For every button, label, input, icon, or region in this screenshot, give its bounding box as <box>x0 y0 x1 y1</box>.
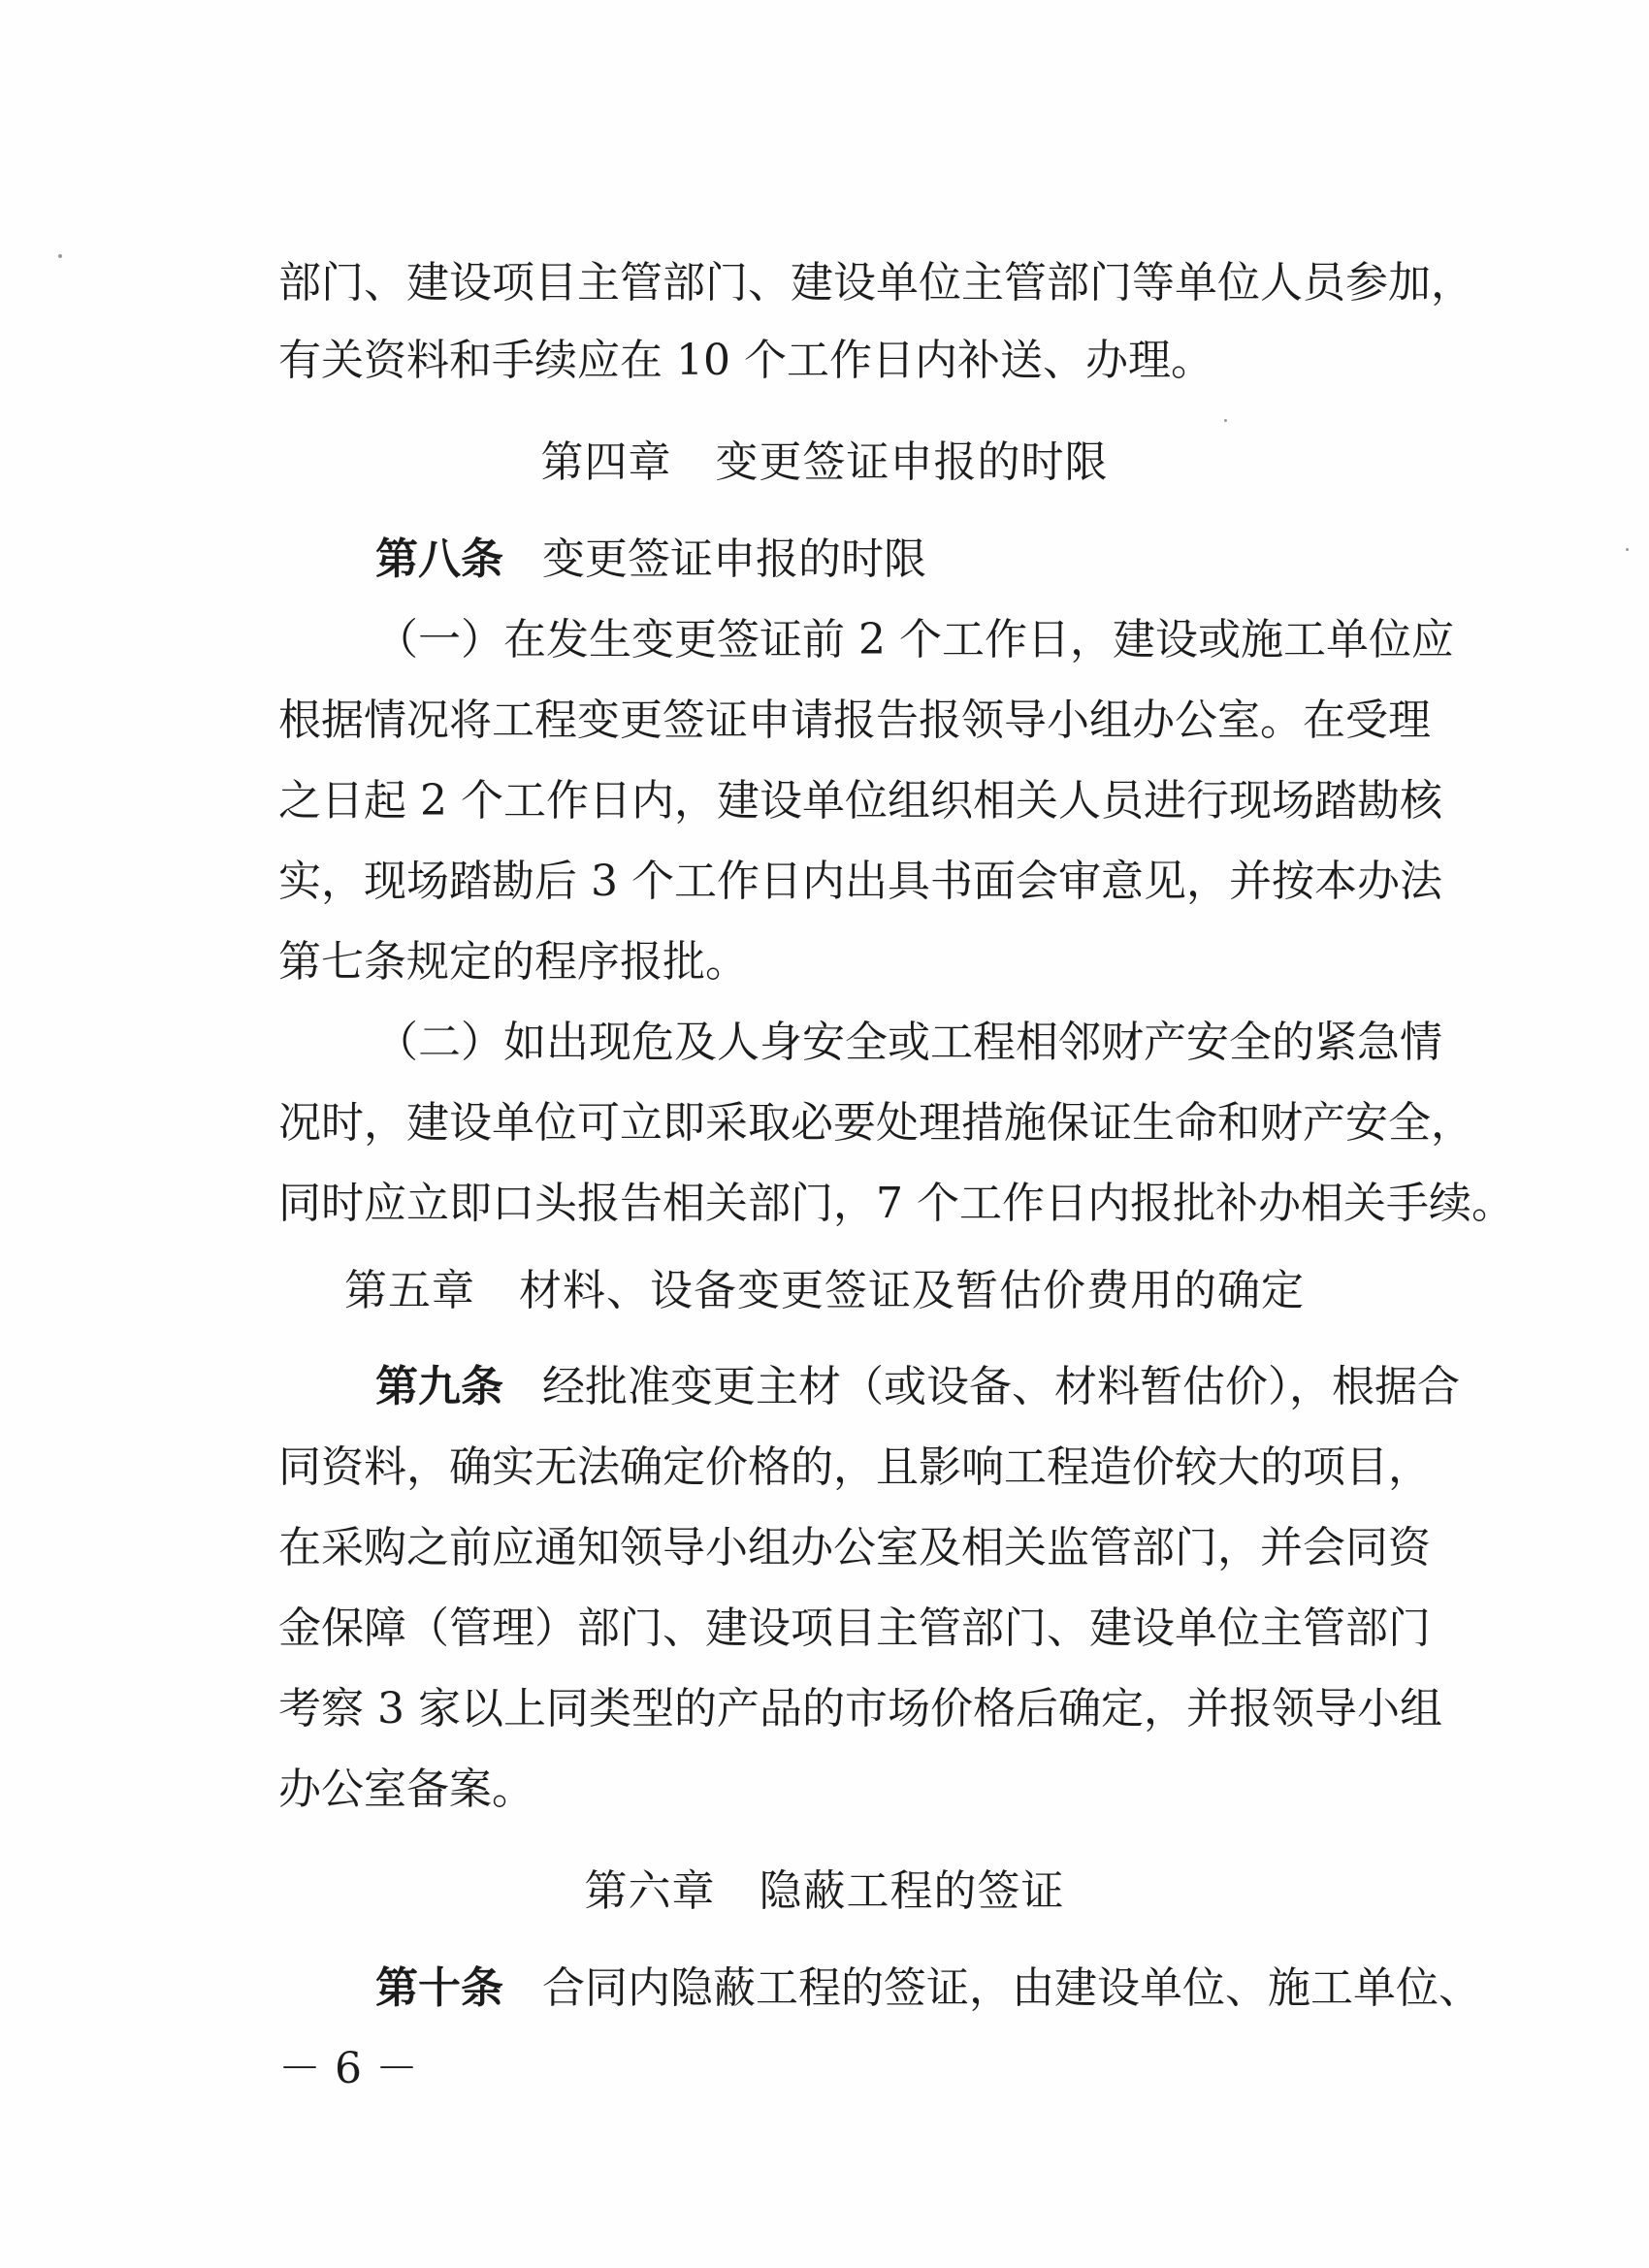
body-line: 第七条规定的程序报批。 <box>278 937 748 987</box>
body-line: 办公室备案。 <box>278 1765 534 1814</box>
scan-speck <box>1626 548 1629 551</box>
article-10-text: 合同内隐蔽工程的签证，由建设单位、施工单位、 <box>542 1963 1481 2013</box>
body-line: 有关资料和手续应在 10 个工作日内补送、办理。 <box>278 336 1213 385</box>
body-line: 金保障（管理）部门、建设项目主管部门、建设单位主管部门 <box>278 1604 1431 1653</box>
article-9-text: 经批准变更主材（或设备、材料暂估价），根据合 <box>542 1362 1460 1411</box>
page-number: － 6 － <box>278 2044 418 2093</box>
body-line: 考察 3 家以上同类型的产品的市场价格后确定，并报领导小组 <box>278 1684 1442 1733</box>
scan-speck <box>58 254 62 258</box>
body-line: 同资料，确实无法确定价格的，且影响工程造价较大的项目， <box>278 1442 1431 1492</box>
body-line: 同时应立即口头报告相关部门，7 个工作日内报批补办相关手续。 <box>278 1179 1514 1228</box>
article-10-label: 第十条 <box>375 1963 503 2013</box>
scan-speck <box>1224 419 1227 422</box>
body-line: 之日起 2 个工作日内，建设单位组织相关人员进行现场踏勘核 <box>278 776 1442 826</box>
article-8-label: 第八条 <box>375 535 503 584</box>
chapter-heading-6: 第六章 隐蔽工程的签证 <box>584 1866 1065 1916</box>
body-line: 实，现场踏勘后 3 个工作日内出具书面会审意见，并按本办法 <box>278 857 1442 906</box>
article-8-line <box>375 531 1413 589</box>
article-9-label: 第九条 <box>375 1362 503 1411</box>
body-line: 况时，建设单位可立即采取必要处理措施保证生命和财产安全， <box>278 1098 1473 1148</box>
chapter-heading-5: 第五章 材料、设备变更签证及暂估价费用的确定 <box>344 1266 1305 1315</box>
body-line: 部门、建设项目主管部门、建设单位主管部门等单位人员参加， <box>278 258 1473 308</box>
body-line: 根据情况将工程变更签证申请报告报领导小组办公室。在受理 <box>278 696 1431 745</box>
body-line: 在采购之前应通知领导小组办公室及相关监管部门，并会同资 <box>278 1523 1431 1572</box>
body-line: （一）在发生变更签证前 2 个工作日，建设或施工单位应 <box>375 615 1454 664</box>
article-8-title: 变更签证申报的时限 <box>542 535 926 584</box>
article-10-line <box>375 1960 1481 2018</box>
body-line: （二）如出现危及人身安全或工程相邻财产安全的紧急情 <box>375 1018 1442 1067</box>
chapter-heading-4: 第四章 变更签证申报的时限 <box>540 437 1109 487</box>
article-9-line <box>375 1358 1460 1416</box>
